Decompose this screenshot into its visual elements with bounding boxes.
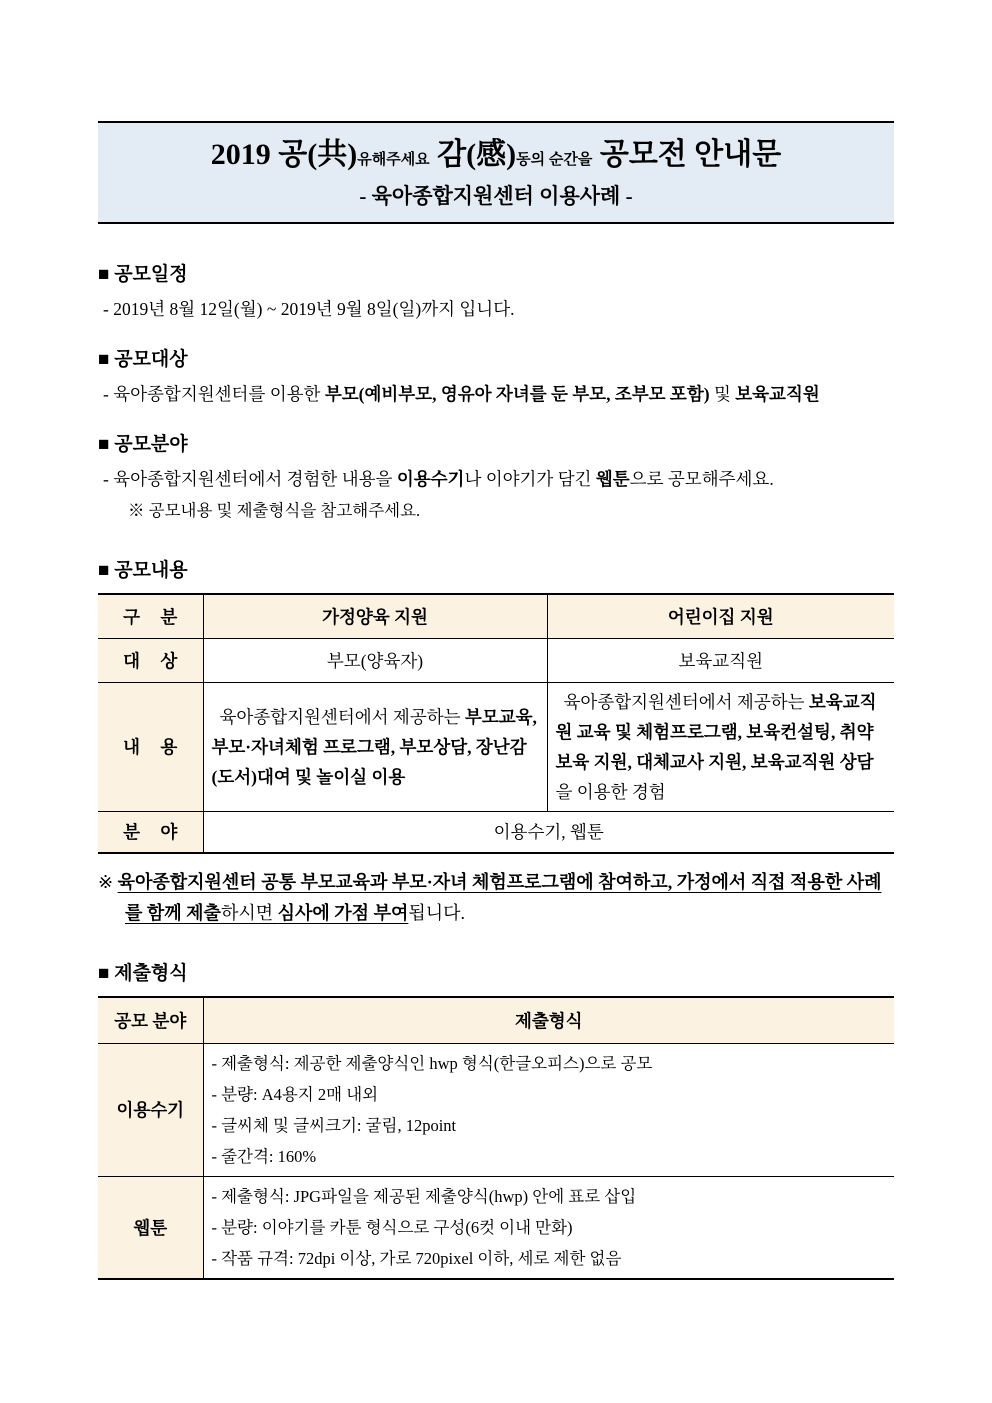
field-text-bold: 웹툰 [595,469,630,489]
row-label-content: 내 용 [98,682,203,811]
column-header-category: 구 분 [98,594,203,638]
cell-webtoon-format [203,1176,894,1279]
note-underline: 하시면 [220,903,278,923]
cell-content-family [203,682,547,811]
cell-field-value: 이용수기, 웹툰 [203,811,894,853]
section-submission [98,963,894,1280]
section-heading-submission: ■ 제출형식 [98,963,188,984]
table-row [98,997,894,1043]
target-text-bold: 부모(예비부모, 영유아 자녀를 둔 부모, 조부모 포함) [324,384,710,404]
table-row [98,682,894,811]
cell-target-daycare: 보육교직원 [547,638,894,682]
document-content [98,0,894,1280]
cell-text: 을 이용한 경험 [555,781,666,802]
bonus-point-note [98,867,894,929]
section-heading-schedule: ■ 공모일정 [98,264,188,285]
format-item: - 분량: A4용지 2매 내외 [211,1084,379,1104]
contest-content-table [98,593,894,854]
table-row [98,1043,894,1176]
section-heading-target: ■ 공모대상 [98,349,188,370]
section-field [98,434,894,522]
submission-format-table [98,996,894,1280]
format-item: - 줄간격: 160% [211,1146,317,1166]
note-symbol: ※ [98,872,118,892]
row-label-field: 분 야 [98,811,203,853]
title-banner [98,121,894,224]
document-subtitle: - 육아종합지원센터 이용사례 - [359,184,633,208]
title-small-text: 동의 순간을 [516,152,593,168]
field-sub-note: ※ 공모내용 및 제출형식을 참고해주세요. [128,501,421,520]
target-text: - 육아종합지원센터를 이용한 [103,384,325,404]
field-text: 으로 공모해주세요. [629,469,774,489]
target-text-bold: 보육교직원 [735,384,820,404]
document-title [98,136,894,179]
format-item: - 제출형식: JPG파일을 제공된 제출양식(hwp) 안에 표로 삽입 [211,1186,637,1206]
section-heading-content: ■ 공모내용 [98,560,188,581]
section-schedule [98,264,894,321]
field-text-bold: 이용수기 [396,469,465,489]
row-label-webtoon: 웹툰 [98,1176,203,1279]
section-content [98,560,894,929]
table-row [98,594,894,638]
cell-target-family: 부모(양육자) [203,638,547,682]
title-part: 감(感) [429,138,517,171]
format-item: - 제출형식: 제공한 제출양식인 hwp 형식(한글오피스)으로 공모 [211,1053,653,1073]
cell-content-daycare [547,682,894,811]
note-bold-underline: 심사에 가점 부여 [277,903,409,923]
note-text: 됩니다. [408,903,466,923]
note-bold-underline: 육아종합지원센터 공통 부모교육과 부모·자녀 체험프로그램에 참여하고, 가정에서 직접 적용한 사례를 함께 제출 [117,872,882,923]
cell-text-bold: 보육교직원 교육 및 체험프로그램, 보육컨설팅, 취약 보육 지원, 대체교사 지원, 보육교직원 상담 [555,691,877,772]
column-header-daycare-support: 어린이집 지원 [547,594,894,638]
format-item: - 작품 규격: 72dpi 이상, 가로 720pixel 이하, 세로 제한 없음 [211,1248,622,1268]
column-header-family-support: 가정양육 지원 [203,594,547,638]
target-body [98,382,894,406]
target-text: 및 [709,384,736,404]
format-item: - 분량: 이야기를 카툰 형식으로 구성(6컷 이내 만화) [211,1217,573,1237]
cell-text-bold: 부모교육, 부모·자녀체험 프로그램, 부모상담, 장난감(도서)대여 및 놀이실 이용 [211,706,537,787]
cell-text: 육아종합지원센터에서 제공하는 [563,691,809,712]
field-text: 나 이야기가 담긴 [464,469,596,489]
table-row [98,638,894,682]
row-label-essay: 이용수기 [98,1043,203,1176]
field-text: - 육아종합지원센터에서 경험한 내용을 [103,469,397,489]
schedule-body: - 2019년 8월 12일(월) ~ 2019년 9월 8일(일)까지 입니다. [103,299,515,319]
table-row [98,1176,894,1279]
format-item: - 글씨체 및 글씨크기: 굴림, 12point [211,1115,457,1135]
row-label-target: 대 상 [98,638,203,682]
field-body [98,467,894,491]
column-header-submission-format: 제출형식 [203,997,894,1043]
section-target [98,349,894,406]
cell-text: 육아종합지원센터에서 제공하는 [219,706,465,727]
title-part: 2019 공(共) [210,138,358,171]
title-part: 공모전 안내문 [592,138,782,171]
cell-essay-format [203,1043,894,1176]
column-header-contest-field: 공모 분야 [98,997,203,1043]
title-small-text: 유해주세요 [357,152,430,168]
table-row [98,811,894,853]
section-heading-field: ■ 공모분야 [98,434,188,455]
